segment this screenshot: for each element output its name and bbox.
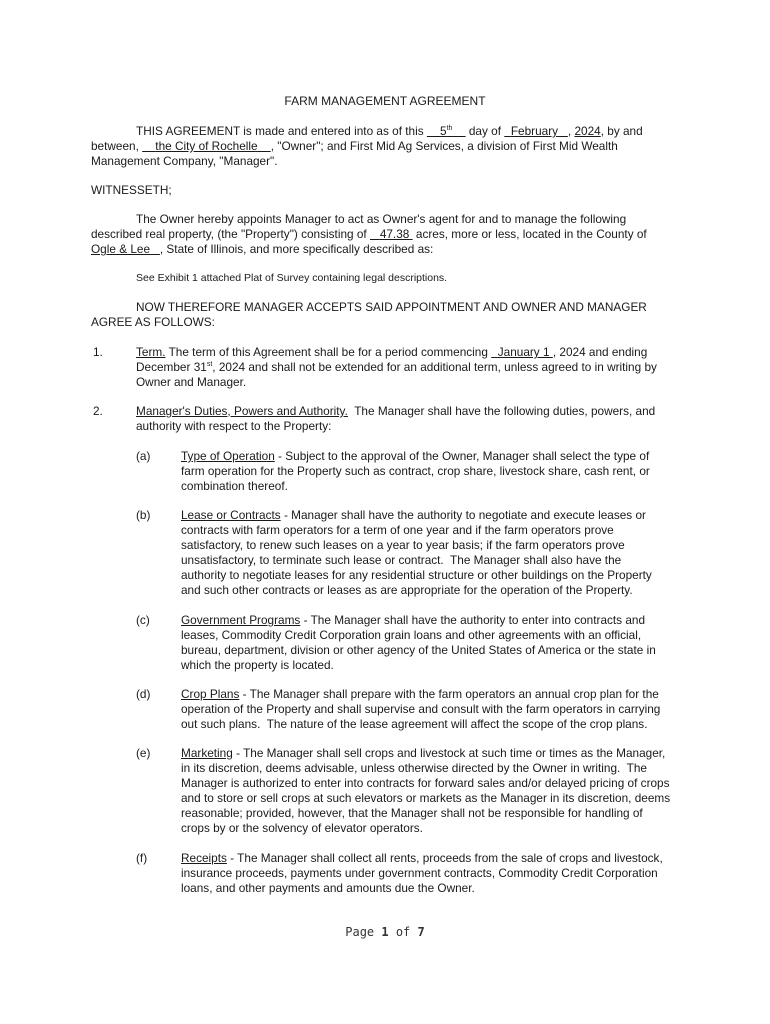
exhibit-note: See Exhibit 1 attached Plat of Survey containing legal descriptions. — [136, 272, 448, 284]
item-b-line-6: and such other contracts or leases as are appropriate for the operation of the Property. — [181, 583, 633, 597]
item-f-line-3: loans, and other payments and amounts due the Owner. — [181, 881, 475, 895]
item-c-label: (c) — [136, 613, 150, 627]
item-b-line-4: unsatisfactory, to terminate such lease or contract. The Manager shall also have the — [181, 553, 622, 567]
item-b-line-2: contracts with farm operators for a term of one year and if the farm operators prove — [181, 523, 614, 537]
term-start: January 1 — [497, 345, 550, 359]
item-f-line-1: Receipts - The Manager shall collect all rents, proceeds from the sale of crops and livestock, — [181, 851, 663, 865]
item-c-line-3: bureau, department, division or other agency of the United States of America or the state in — [181, 643, 656, 657]
intro-text: , "Owner"; and First Mid Ag Services, a division of First Mid Wealth — [270, 139, 618, 153]
owner-name: the City of Rochelle — [155, 139, 258, 153]
item-d-label: (d) — [136, 687, 151, 701]
agreement-month: February — [510, 124, 559, 138]
item-d-line-2: operation of the Property and shall supervise and consult with the farm operators in carrying — [181, 702, 661, 716]
intro-text: , by and — [600, 124, 643, 138]
item-a-line-2: farm operation for the Property such as contract, crop share, livestock share, cash rent, or — [181, 464, 650, 478]
item-a-label: (a) — [136, 449, 151, 463]
item-a-line-1: Type of Operation - Subject to the approval of the Owner, Manager shall select the type of — [181, 449, 650, 463]
appoint-line-3: Ogle & Lee , State of Illinois, and more specifically described as: — [91, 242, 434, 256]
item-c-line-1: Government Programs - The Manager shall have the authority to enter into contracts and — [181, 613, 646, 627]
intro-line-3: Management Company, "Manager". — [91, 154, 278, 168]
item-c-line-4: which the property is located. — [181, 658, 334, 672]
item-e-line-2: in its discretion, deems advisable, unless otherwise directed by the Owner in writing. The — [181, 761, 647, 775]
section-1-line-3: Owner and Manager. — [136, 375, 247, 389]
item-f-label: (f) — [136, 851, 148, 865]
section-1-number: 1. — [93, 345, 103, 359]
item-b-line-3: satisfactory, to renew such leases on a year to year basis; if the farm operators prove — [181, 538, 625, 552]
current-page: 1 — [381, 925, 389, 939]
intro-text: between, — [91, 139, 143, 153]
item-e-line-5: reasonable; provided, however, that the Manager shall not be responsible for handling of — [181, 806, 643, 820]
intro-text: day of — [465, 124, 505, 138]
appoint-line-1: The Owner hereby appoints Manager to act as Owner's agent for and to manage the following — [136, 212, 627, 226]
item-e-line-6: crops by or the solvency of elevator operators. — [181, 821, 423, 835]
agreement-year: 2024 — [574, 124, 601, 138]
acreage: 47.38 — [379, 227, 410, 241]
item-a-line-3: combination thereof. — [181, 479, 288, 493]
item-f-heading: Receipts — [181, 851, 227, 865]
intro-line-2 — [91, 139, 618, 153]
item-d-line-1: Crop Plans - The Manager shall prepare with the farm operators an annual crop plan for the — [181, 687, 659, 701]
section-2-line-1: Manager's Duties, Powers and Authority. The Manager shall have the following duties, powers, and — [136, 404, 656, 418]
item-e-label: (e) — [136, 746, 151, 760]
section-1-line-1: Term. The term of this Agreement shall be for a period commencing January 1 , 2024 and ending — [136, 345, 648, 359]
document-title: FARM MANAGEMENT AGREEMENT — [284, 94, 486, 108]
item-d-heading: Crop Plans — [181, 687, 240, 701]
witnesseth-heading: WITNESSETH; — [91, 183, 172, 197]
item-b-line-5: authority to negotiate leases for any residential structure or other buildings on the Property — [181, 568, 652, 582]
item-e-line-4: and to store or sell crops at such elevators or markets as the Manager in its discretion, deems — [181, 791, 671, 805]
intro-line-1 — [136, 124, 681, 138]
item-b-label: (b) — [136, 508, 151, 522]
section-1-line-2: December 31st, 2024 and shall not be extended for an additional term, unless agreed to in writing by — [136, 360, 657, 374]
section-2-number: 2. — [93, 404, 103, 418]
county-name: Ogle & Lee — [91, 242, 151, 256]
now-therefore-line-2: AGREE AS FOLLOWS: — [91, 315, 215, 329]
item-c-heading: Government Programs — [181, 613, 301, 627]
item-e-heading: Marketing — [181, 746, 233, 760]
item-a-heading: Type of Operation — [181, 449, 275, 463]
section-2-heading: Manager's Duties, Powers and Authority. — [136, 404, 348, 418]
agreement-day: 5th — [440, 124, 453, 138]
item-b-heading: Lease or Contracts — [181, 508, 281, 522]
intro-text: THIS AGREEMENT is made and entered into as of this — [136, 124, 427, 138]
item-e-line-3: Manager is authorized to enter into contracts for forward sales and/or delayed pricing of crops — [181, 776, 670, 790]
item-d-line-3: out such plans. The nature of the lease agreement will affect the scope of the crop plans. — [181, 717, 648, 731]
section-1-heading: Term. — [136, 345, 166, 359]
section-2-line-2: authority with respect to the Property: — [136, 419, 332, 433]
total-pages: 7 — [417, 925, 425, 939]
item-f-line-2: insurance proceeds, payments under government contracts, Commodity Credit Corporation — [181, 866, 658, 880]
item-e-line-1: Marketing - The Manager shall sell crops and livestock at such time or times as the Manager, — [181, 746, 666, 760]
item-c-line-2: leases, Commodity Credit Corporation grain loans and other agreements with an official, — [181, 628, 642, 642]
item-b-line-1: Lease or Contracts - Manager shall have the authority to negotiate and execute leases or — [181, 508, 646, 522]
appoint-line-2: described real property, (the "Property") consisting of 47.38 acres, more or less, located in the County of — [91, 227, 647, 241]
now-therefore-line-1: NOW THEREFORE MANAGER ACCEPTS SAID APPOINTMENT AND OWNER AND MANAGER — [136, 300, 647, 314]
page-footer: Page 1 of 7 — [345, 925, 425, 939]
intro-text: , — [567, 124, 575, 138]
